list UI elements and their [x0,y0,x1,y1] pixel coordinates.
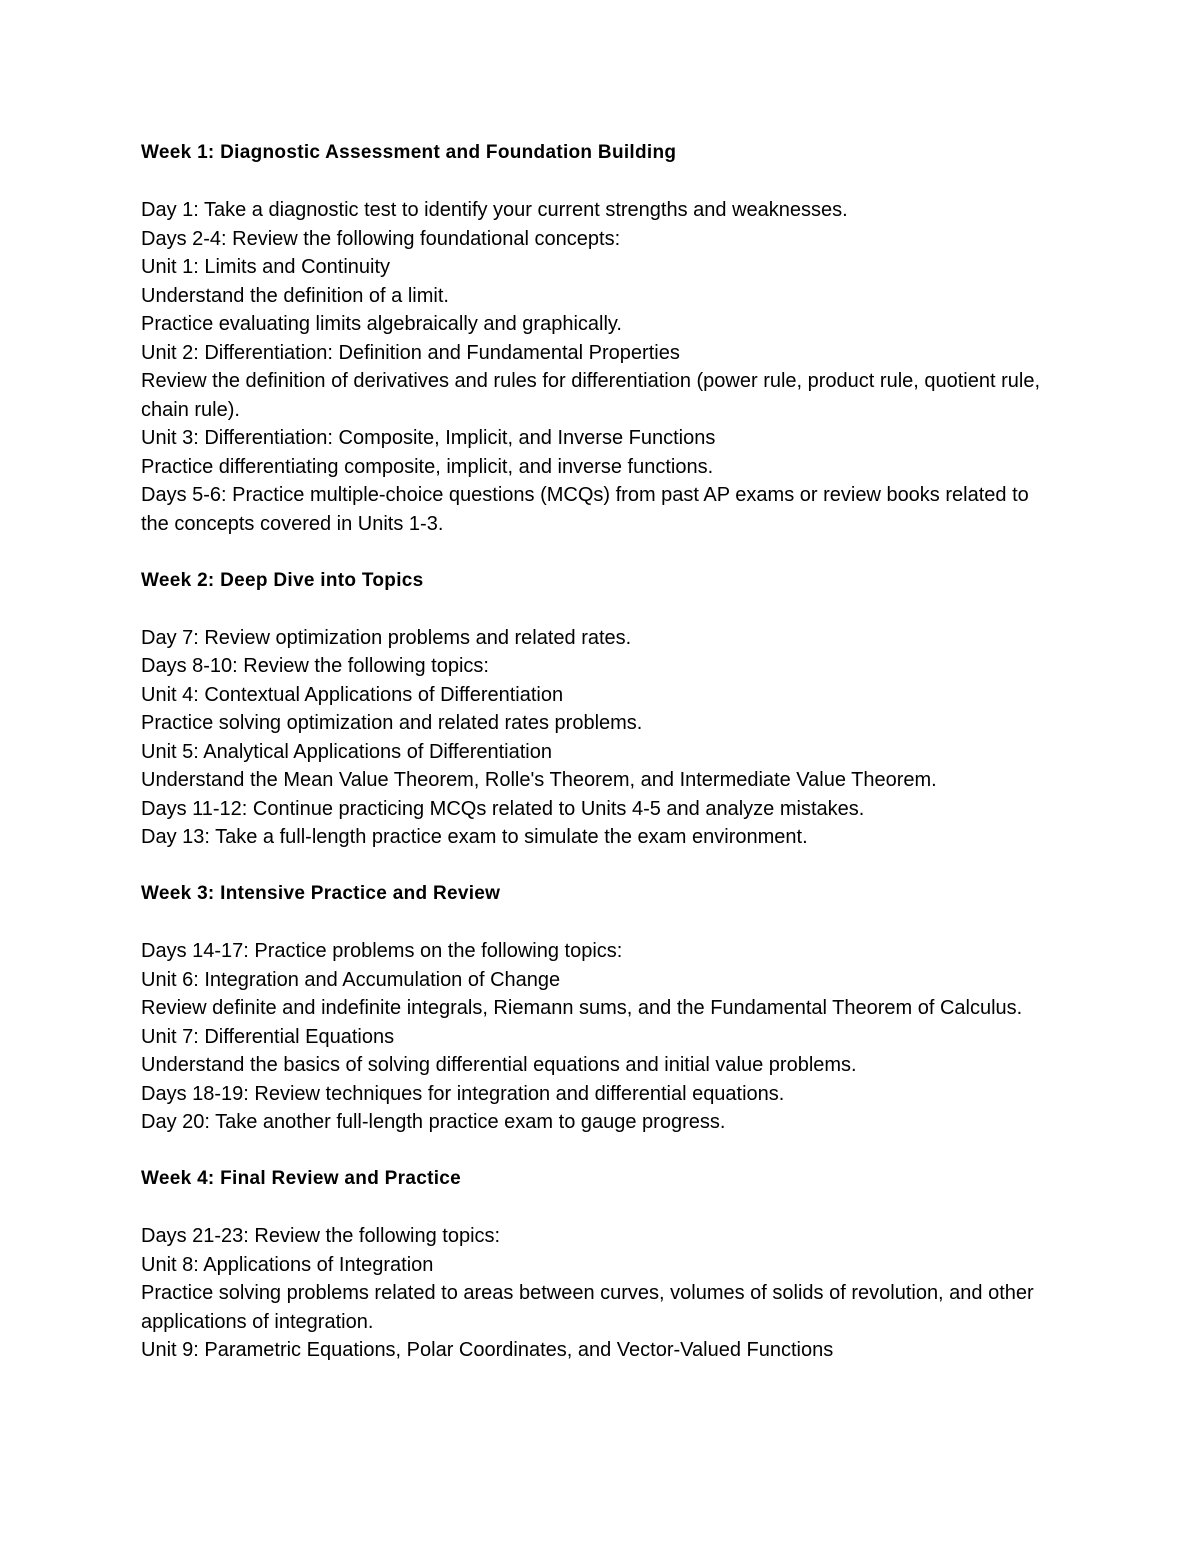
week-1-line: Practice differentiating composite, implicit, and inverse functions. [141,455,714,478]
week-2-line: Unit 4: Contextual Applications of Differentiation [141,683,564,706]
week-3-line: Days 14-17: Practice problems on the following topics: [141,940,623,962]
week-3-line: Days 18-19: Review techniques for integration and differential equations. [141,1082,785,1105]
week-1-line: Review the definition of derivatives and rules for differentiation (power rule, product rule, quotient rule, chain rule). [141,370,1041,421]
week-3-line: Review definite and indefinite integrals, Riemann sums, and the Fundamental Theorem of Calculus. [141,997,1023,1019]
week-3-line: Day 20: Take another full-length practice exam to gauge progress. [141,1111,726,1133]
week-2-line: Day 7: Review optimization problems and related rates. [141,626,632,649]
week-1-line: Understand the definition of a limit. [141,284,449,307]
week-2-line: Days 8-10: Review the following topics: [141,655,489,677]
week-1-line: Unit 2: Differentiation: Definition and Fundamental Properties [141,341,680,364]
week-2-title: Week 2: Deep Dive into Topics [141,569,424,591]
week-4-section [141,1165,1061,1365]
week-1-line: Days 2-4: Review the following foundational concepts: [141,227,621,250]
week-4-line: Unit 9: Parametric Equations, Polar Coordinates, and Vector-Valued Functions [141,1339,834,1361]
week-3-line: Understand the basics of solving differential equations and initial value problems. [141,1054,857,1076]
week-2-line: Days 11-12: Continue practicing MCQs related to Units 4-5 and analyze mistakes. [141,797,865,820]
week-2-line: Practice solving optimization and related rates problems. [141,712,643,734]
week-2-line: Day 13: Take a full-length practice exam to simulate the exam environment. [141,826,808,848]
week-2-line: Unit 5: Analytical Applications of Differentiation [141,740,552,763]
week-3-line: Unit 7: Differential Equations [141,1025,395,1048]
week-1-line: Days 5-6: Practice multiple-choice questions (MCQs) from past AP exams or review books related to the concepts covered in Units 1-3. [141,484,1029,535]
week-1-line: Practice evaluating limits algebraically and graphically. [141,313,622,335]
week-3-line: Unit 6: Integration and Accumulation of Change [141,968,561,991]
week-1-line: Unit 1: Limits and Continuity [141,256,391,278]
week-1-line: Day 1: Take a diagnostic test to identify your current strengths and weaknesses. [141,199,848,221]
week-2-line: Understand the Mean Value Theorem, Rolle's Theorem, and Intermediate Value Theorem. [141,769,937,791]
week-1-section [141,139,1061,538]
document-page [141,139,1061,1365]
week-4-line: Days 21-23: Review the following topics: [141,1225,501,1247]
week-3-section [141,880,1061,1137]
week-4-title: Week 4: Final Review and Practice [141,1168,462,1189]
week-3-title: Week 3: Intensive Practice and Review [141,883,501,904]
week-2-section [141,567,1061,852]
week-4-line: Practice solving problems related to areas between curves, volumes of solids of revolution, and other applications of integration. [141,1282,1034,1333]
week-4-line: Unit 8: Applications of Integration [141,1253,434,1276]
week-1-line: Unit 3: Differentiation: Composite, Implicit, and Inverse Functions [141,427,716,449]
week-1-title: Week 1: Diagnostic Assessment and Foundation Building [141,142,677,163]
